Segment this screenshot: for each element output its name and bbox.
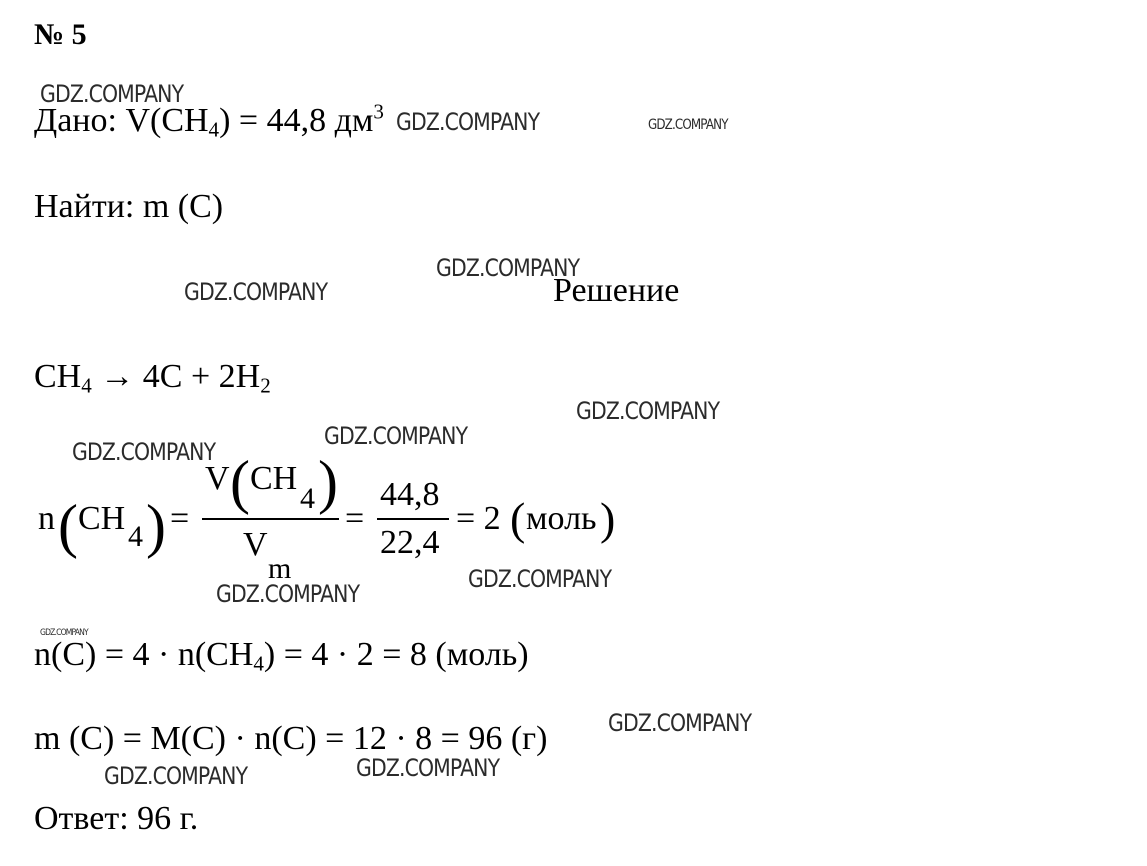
watermark: GDZ.COMPANY — [608, 709, 752, 737]
watermark: GDZ.COMPANY — [356, 754, 500, 782]
watermark: GDZ.COMPANY — [468, 565, 612, 593]
watermark: GDZ.COMPANY — [324, 422, 468, 450]
given-label: Дано: — [34, 102, 117, 139]
answer-label: Ответ: — [34, 800, 129, 837]
fraction-bar — [202, 518, 339, 520]
carbon-mass-line: m (C) = M(C) · n(C) = 12 · 8 = 96 (г) — [34, 720, 548, 757]
watermark: GDZ.COMPANY — [216, 580, 360, 608]
carbon-moles-line: $n(C) = 4 \cdot n(CH_4) = 4 \cdot 2 = 8$ (моль) — [34, 636, 529, 676]
fraction-bar-numeric — [377, 518, 449, 520]
given-line: Дано: $V(CH_4) = 44,8$ $дм^3$ — [34, 99, 384, 142]
solution-heading: Решение — [553, 272, 680, 309]
watermark: GDZ.COMPANY — [72, 438, 216, 466]
watermark: GDZ.COMPANY — [40, 80, 184, 108]
answer-line — [34, 802, 198, 836]
find-line — [34, 190, 223, 224]
watermark: GDZ.COMPANY — [396, 108, 540, 136]
answer-value: 96 г. — [137, 800, 199, 837]
watermark: GDZ.COMPANY — [436, 254, 580, 282]
problem-number: № 5 — [34, 18, 87, 51]
watermark: GDZ.COMPANY — [576, 397, 720, 425]
given-expr: V(CH — [125, 102, 209, 139]
watermark: GDZ.COMPANY — [40, 628, 88, 638]
watermark: GDZ.COMPANY — [184, 278, 328, 306]
watermark: GDZ.COMPANY — [104, 762, 248, 790]
watermark: GDZ.COMPANY — [648, 117, 728, 133]
reaction-equation: $CH_4 \to 4C + 2H_2$ — [34, 358, 271, 398]
find-label: Найти: — [34, 188, 135, 225]
find-expr: m (C) — [142, 188, 224, 225]
